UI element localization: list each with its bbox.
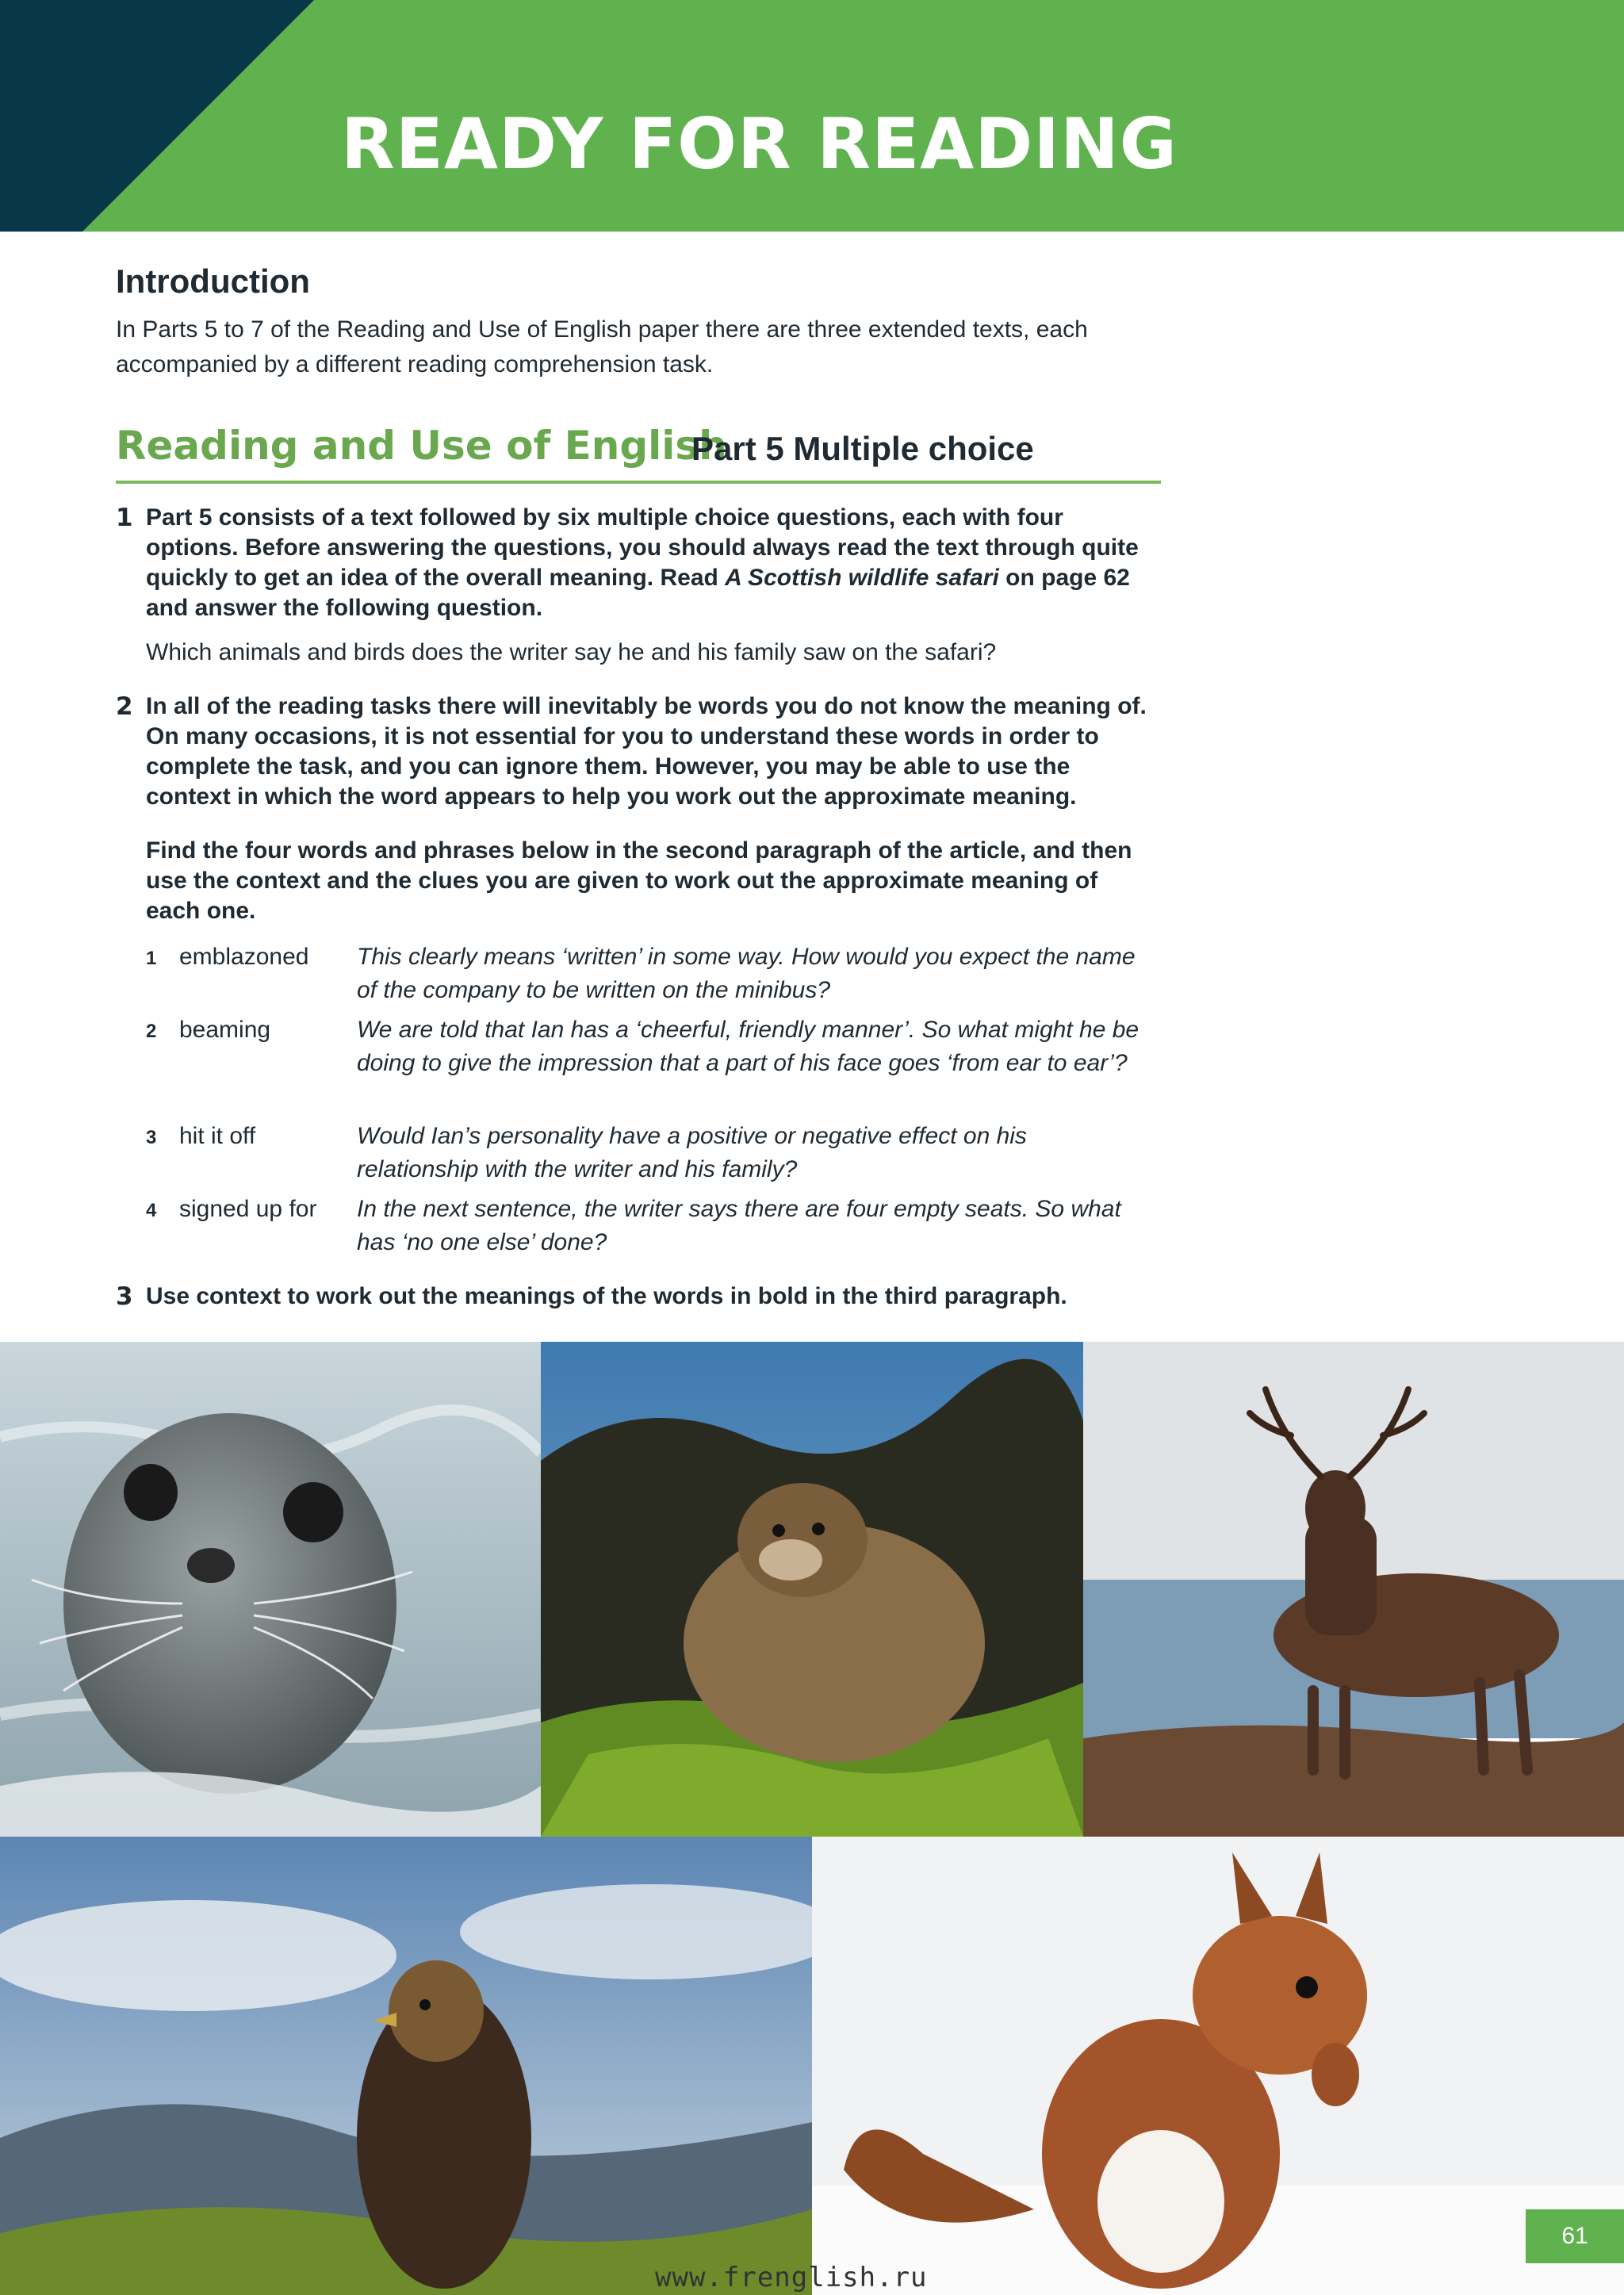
question-text: Part 5 consists of a text followed by six multiple choice questions, each with four options. Before answering the questions, you should always read the text through quite quickly to get an idea of the overall meaning. Read A Scottish wildlife safari on page 62 and answer the following question. xyxy=(146,504,1139,621)
header-banner xyxy=(0,0,1624,232)
section-subtitle: Part 5 Multiple choice xyxy=(691,430,1034,467)
section-title: Reading and Use of English xyxy=(116,423,727,469)
question-text: In all of the reading tasks there will inevitably be words you do not know the meaning of. On many occasions, it is not essential for you to understand these words in order to complete the task, and you can ignore them. However, you may be able to use the context in which the word appears to help you work out the approximate meaning. xyxy=(146,693,1147,810)
word-term: signed up for xyxy=(179,1196,317,1222)
word-term: beaming xyxy=(179,1017,271,1043)
page-number: 61 xyxy=(1526,2209,1624,2263)
page-title: READY FOR READING xyxy=(341,103,1178,185)
word-clue: This clearly means ‘written’ in some way. How would you expect the name of the company to be written on the minibus? xyxy=(357,944,1136,1003)
word-clue: Would Ian’s personality have a positive or negative effect on his relationship with the writer and his family? xyxy=(357,1123,1027,1182)
question-instruction: Find the four words and phrases below in the second paragraph of the article, and then use the context and the clues you are given to work out the approximate meaning of each one. xyxy=(146,837,1132,924)
question-number: 2 xyxy=(116,692,133,721)
word-clue: We are told that Ian has a ‘cheerful, friendly manner’. So what might he be doing to give the impression that a part of his face goes ‘from ear to ear’? xyxy=(357,1017,1139,1076)
word-number: 4 xyxy=(146,1200,157,1221)
photo-seal xyxy=(0,1342,541,1837)
section-heading xyxy=(116,420,1161,484)
question-number: 3 xyxy=(116,1282,133,1311)
photo-otter xyxy=(541,1342,1083,1837)
question-follow-up: Which animals and birds does the writer say he and his family saw on the safari? xyxy=(146,639,997,665)
photo-golden-eagle xyxy=(0,1837,812,2295)
word-clue: In the next sentence, the writer says there are four empty seats. So what has ‘no one else’ done? xyxy=(357,1196,1121,1255)
watermark: www.frenglish.ru xyxy=(655,2262,928,2293)
word-number: 3 xyxy=(146,1127,157,1148)
question-text: Use context to work out the meanings of the words in bold in the third paragraph. xyxy=(146,1283,1067,1309)
word-term: hit it off xyxy=(179,1123,256,1149)
intro-heading: Introduction xyxy=(116,262,310,300)
question-number: 1 xyxy=(116,504,133,532)
intro-text: In Parts 5 to 7 of the Reading and Use of English paper there are three extended texts, each accompanied by a different reading comprehension task. xyxy=(116,316,1088,377)
word-number: 2 xyxy=(146,1021,157,1042)
word-term: emblazoned xyxy=(179,944,309,970)
photo-red-squirrel xyxy=(812,1837,1624,2295)
photo-red-deer-stag xyxy=(1083,1342,1624,1837)
word-number: 1 xyxy=(146,948,157,969)
